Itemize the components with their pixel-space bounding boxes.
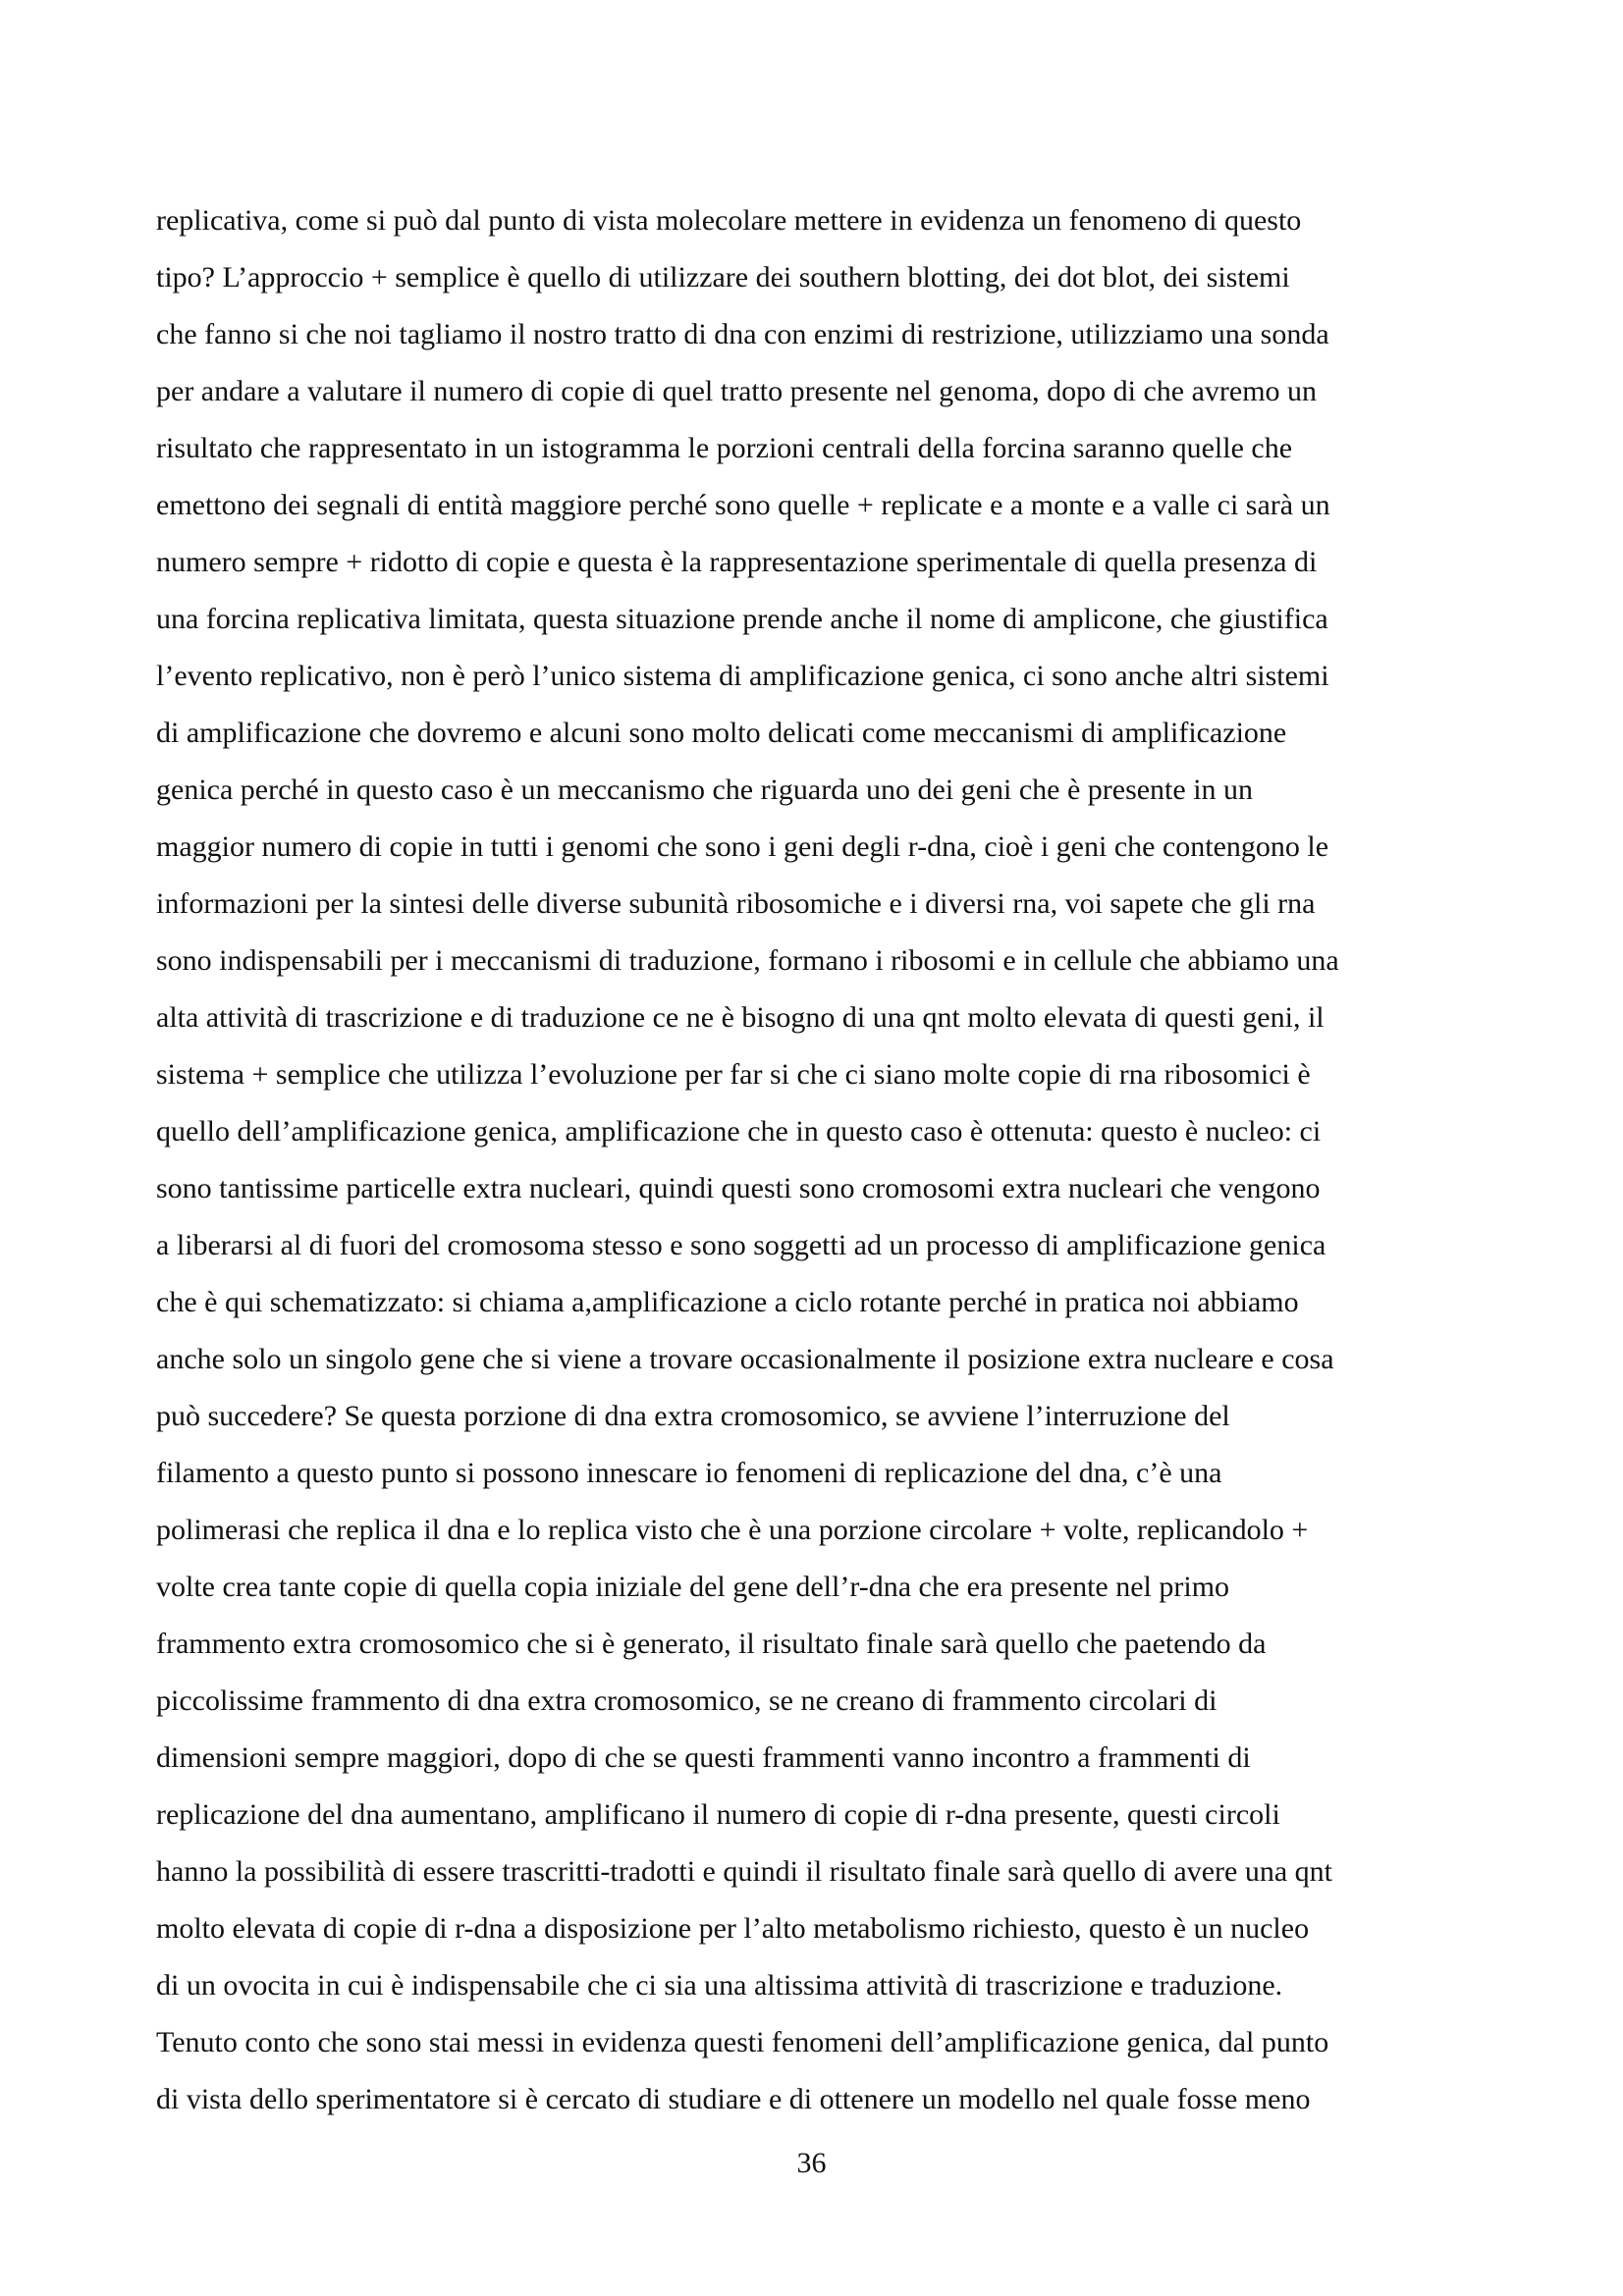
text-line: numero sempre + ridotto di copie e questa è la rappresentazione sperimentale di quella presenza di	[156, 546, 1318, 578]
text-line: risultato che rappresentato in un istogramma le porzioni centrali della forcina saranno quelle che	[156, 432, 1293, 464]
text-line: alta attività di trascrizione e di traduzione ce ne è bisogno di una qnt molto elevata di questi geni, il	[156, 1001, 1325, 1034]
text-line: tipo? L’approccio + semplice è quello di utilizzare dei southern blotting, dei dot blot, dei sistemi	[156, 261, 1290, 294]
text-line: molto elevata di copie di r-dna a disposizione per l’alto metabolismo richiesto, questo è un nucleo	[156, 1912, 1310, 1945]
text-line: di un ovocita in cui è indispensabile che ci sia una altissima attività di trascrizione e traduzione.	[156, 1969, 1283, 2002]
text-line: quello dell’amplificazione genica, amplificazione che in questo caso è ottenuta: questo è nucleo: ci	[156, 1115, 1322, 1148]
text-line: a liberarsi al di fuori del cromosoma stesso e sono soggetti ad un processo di amplificazione genica	[156, 1229, 1326, 1261]
text-line: replicativa, come si può dal punto di vista molecolare mettere in evidenza un fenomeno di questo	[156, 204, 1302, 237]
text-line: genica perché in questo caso è un meccanismo che riguarda uno dei geni che è presente in un	[156, 774, 1254, 806]
text-line: volte crea tante copie di quella copia iniziale del gene dell’r-dna che era presente nel primo	[156, 1571, 1230, 1603]
text-line: Tenuto conto che sono stai messi in evidenza questi fenomeni dell’amplificazione genica, dal punto	[156, 2026, 1329, 2058]
text-line: sono indispensabili per i meccanismi di traduzione, formano i ribosomi e in cellule che abbiamo una	[156, 944, 1339, 977]
text-line: informazioni per la sintesi delle diverse subunità ribosomiche e i diversi rna, voi sapete che gli rna	[156, 887, 1316, 920]
text-line: piccolissime frammento di dna extra cromosomico, se ne creano di frammento circolari di	[156, 1684, 1217, 1717]
text-line: una forcina replicativa limitata, questa situazione prende anche il nome di amplicone, che giustifica	[156, 603, 1328, 635]
text-line: replicazione del dna aumentano, amplificano il numero di copie di r-dna presente, questi circoli	[156, 1798, 1280, 1831]
text-line: che fanno si che noi tagliamo il nostro tratto di dna con enzimi di restrizione, utilizziamo una sonda	[156, 318, 1329, 350]
text-line: maggior numero di copie in tutti i genomi che sono i geni degli r-dna, cioè i geni che contengono le	[156, 830, 1329, 863]
page-number: 36	[796, 2147, 827, 2179]
text-line: può succedere? Se questa porzione di dna extra cromosomico, se avviene l’interruzione del	[156, 1400, 1230, 1432]
text-line: che è qui schematizzato: si chiama a,amplificazione a ciclo rotante perché in pratica noi abbiamo	[156, 1286, 1299, 1318]
text-line: l’evento replicativo, non è però l’unico sistema di amplificazione genica, ci sono anche altri sistemi	[156, 660, 1329, 692]
text-line: frammento extra cromosomico che si è generato, il risultato finale sarà quello che paetendo da	[156, 1628, 1267, 1660]
text-line: filamento a questo punto si possono innescare io fenomeni di replicazione del dna, c’è una	[156, 1457, 1222, 1489]
text-line: sono tantissime particelle extra nucleari, quindi questi sono cromosomi extra nucleari che vengono	[156, 1172, 1321, 1204]
text-line: emettono dei segnali di entità maggiore perché sono quelle + replicate e a monte e a valle ci sarà un	[156, 489, 1330, 521]
text-line: anche solo un singolo gene che si viene a trovare occasionalmente il posizione extra nucleare e cosa	[156, 1343, 1334, 1375]
text-line: di amplificazione che dovremo e alcuni sono molto delicati come meccanismi di amplificazione	[156, 717, 1287, 749]
text-line: hanno la possibilità di essere trascritti-tradotti e quindi il risultato finale sarà quello di avere una qnt	[156, 1855, 1332, 1888]
text-line: per andare a valutare il numero di copie di quel tratto presente nel genoma, dopo di che avremo un	[156, 375, 1318, 407]
text-line: di vista dello sperimentatore si è cercato di studiare e di ottenere un modello nel quale fosse meno	[156, 2083, 1311, 2115]
text-line: sistema + semplice che utilizza l’evoluzione per far si che ci siano molte copie di rna ribosomici è	[156, 1058, 1311, 1091]
body-text	[156, 192, 1491, 2128]
text-line: polimerasi che replica il dna e lo replica visto che è una porzione circolare + volte, replicandolo +	[156, 1514, 1309, 1546]
text-line: dimensioni sempre maggiori, dopo di che se questi frammenti vanno incontro a frammenti di	[156, 1741, 1251, 1774]
